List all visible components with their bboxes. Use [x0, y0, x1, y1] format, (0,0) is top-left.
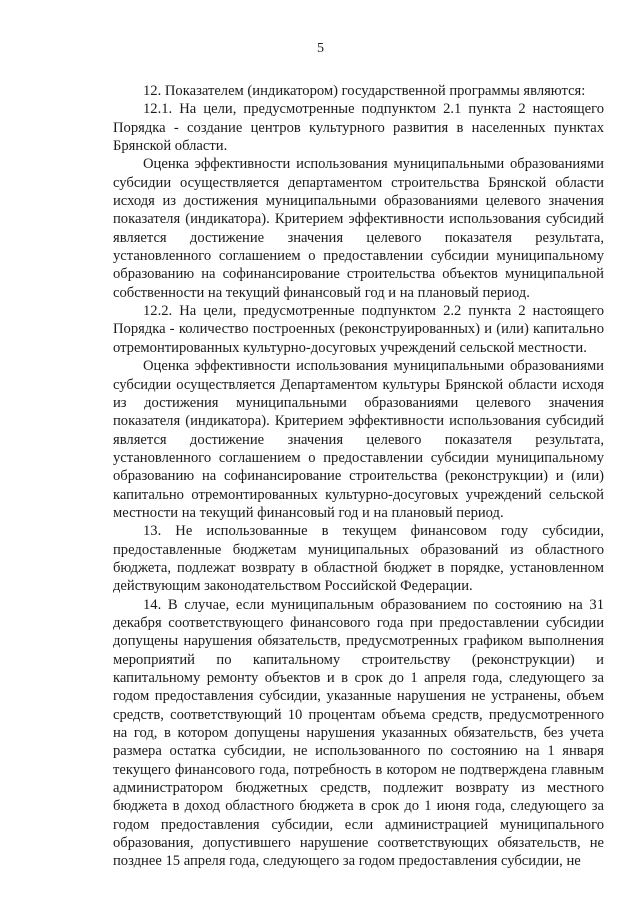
paragraph-13: 13. Не использованные в текущем финансовом году субсидии, предоставленные бюджетам муниципальных образований из областного бюджета, подлежат возврату в областной бюджет в порядке, установленном действующим законодательством Российской Федерации.: [113, 523, 604, 595]
paragraph-12-2-assessment: Оценка эффективности использования муниципальными образованиями субсидии осуществляется Департаментом культуры Брянской области исходя из достижения муниципальными образованиями целевого значения показателя (индикатора). Критерием эффективности использования субсидий является достижение значения целевого показателя результата, установленного соглашением о предоставлении субсидии муниципальному образованию на софинансирование строительства (реконструкции) и (или) капитально отремонтированных культурно-досуговых учреждений сельской местности на текущий финансовый год и на плановый период.: [113, 358, 604, 521]
paragraph-14: 14. В случае, если муниципальным образованием по состоянию на 31 декабря соответствующего финансового года при предоставлении субсидии допущены нарушения обязательств, предусмотренных графиком выполнения мероприятий по капитальному строительству (реконструкции) и капитальному ремонту объектов и в срок до 1 апреля года, следующего за годом предоставления субсидии, указанные нарушения не устранены, объем средств, соответствующий 10 процентам объема средств, предусмотренного на год, в котором допущены нарушения указанных обязательств, без учета размера остатка субсидии, не использованного по состоянию на 1 января текущего финансового года, потребность в котором не подтверждена главным администратором бюджетных средств, подлежит возврату из местного бюджета в доход областного бюджета в срок до 1 июня года, следующего за годом предоставления субсидии, если администрацией муниципального образования, допустившего нарушение соответствующих обязательств, не позднее 15 апреля года, следующего за годом предоставления субсидии, не: [113, 596, 604, 870]
page-number: 5: [317, 41, 324, 56]
paragraph-12-1-assessment: Оценка эффективности использования муниципальными образованиями субсидии осуществляется департаментом строительства Брянской области исходя из достижения муниципальными образованиями целевого значения показателя (индикатора). Критерием эффективности использования субсидий является достижение значения целевого показателя результата, установленного соглашением о предоставлении субсидии муниципальному образованию на софинансирование строительства объектов муниципальной собственности на текущий финансовый год и на плановый период.: [113, 156, 604, 301]
paragraph-12-1: 12.1. На цели, предусмотренные подпунктом 2.1 пункта 2 настоящего Порядка - создание центров культурного развития в населенных пунктах Брянской области.: [113, 101, 604, 155]
paragraph-12-2: 12.2. На цели, предусмотренные подпунктом 2.2 пункта 2 настоящего Порядка - количество построенных (реконструированных) и (или) капитально отремонтированных культурно-досуговых учреждений сельской местности.: [113, 303, 604, 356]
paragraph-12: 12. Показателем (индикатором) государственной программы являются:: [143, 83, 586, 99]
